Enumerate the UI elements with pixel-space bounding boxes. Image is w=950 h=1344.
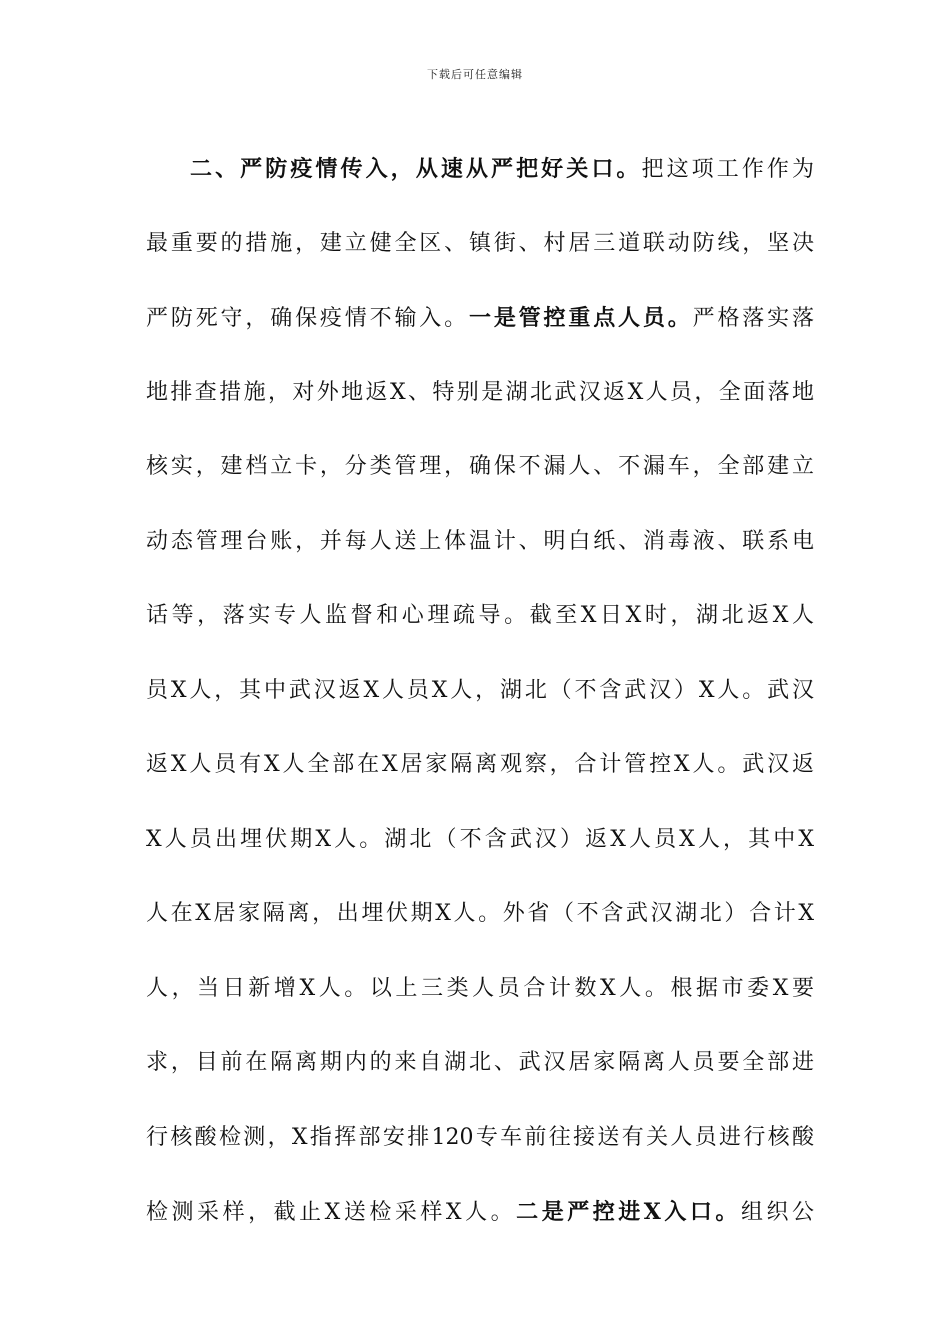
text-line (146, 1101, 814, 1176)
body-text-segment: 求，目前在隔离期内的来自湖北、武汉居家隔离人员要全部进 (146, 1050, 814, 1075)
text-line (146, 132, 814, 207)
body-text-segment: 把这项工作作为 (641, 157, 814, 182)
text-line (146, 281, 814, 356)
text-line (146, 505, 814, 580)
body-text-segment: 人，当日新增X人。以上三类人员合计数X人。根据市委X要 (146, 975, 814, 1001)
body-text-segment: 话等，落实专人监督和心理疏导。截至X日X时，湖北返X人 (146, 603, 814, 628)
bold-heading-text: 一是管控重点人员。 (468, 305, 693, 331)
text-line (146, 579, 814, 654)
body-paragraph (146, 132, 814, 1250)
text-line (146, 952, 814, 1027)
body-text-segment: 行核酸检测，X指挥部安排120专车前往接送有关人员进行核酸 (146, 1124, 814, 1150)
body-text-segment: 严防死守，确保疫情不输入。 (146, 306, 469, 331)
text-line (146, 356, 814, 431)
body-text-segment: 核实，建档立卡，分类管理，确保不漏人、不漏车，全部建立 (146, 454, 814, 479)
bold-heading-text: 二、严防疫情传入，从速从严把好关口。 (190, 156, 642, 182)
text-line (146, 430, 814, 505)
body-text-segment: 地排查措施，对外地返X、特别是湖北武汉返X人员，全面落地 (146, 379, 814, 405)
bold-heading-text: 二是严控进X入口。 (516, 1199, 741, 1225)
body-text-segment: X人员出埋伏期X人。湖北（不含武汉）返X人员X人，其中X (146, 826, 814, 852)
body-text-segment: 最重要的措施，建立健全区、镇街、村居三道联动防线，坚决 (146, 230, 814, 256)
text-line (146, 654, 814, 729)
text-line (146, 1026, 814, 1101)
text-line (146, 877, 814, 952)
body-text-segment: 返X人员有X人全部在X居家隔离观察，合计管控X人。武汉返 (146, 752, 814, 777)
body-text-segment: 严格落实落 (692, 306, 814, 331)
text-line (146, 1175, 814, 1250)
body-text-segment: 动态管理台账，并每人送上体温计、明白纸、消毒液、联系电 (146, 528, 814, 554)
text-line (146, 728, 814, 803)
body-text-segment: 人在X居家隔离，出埋伏期X人。外省（不含武汉湖北）合计X (146, 901, 814, 926)
body-text-segment: 员X人，其中武汉返X人员X人，湖北（不含武汉）X人。武汉 (146, 677, 814, 703)
text-line (146, 803, 814, 878)
text-line (146, 207, 814, 282)
body-text-segment: 检测采样，截止X送检采样X人。 (146, 1200, 517, 1225)
header-note: 下载后可任意编辑 (427, 68, 523, 81)
body-text-segment: 组织公 (740, 1200, 814, 1225)
